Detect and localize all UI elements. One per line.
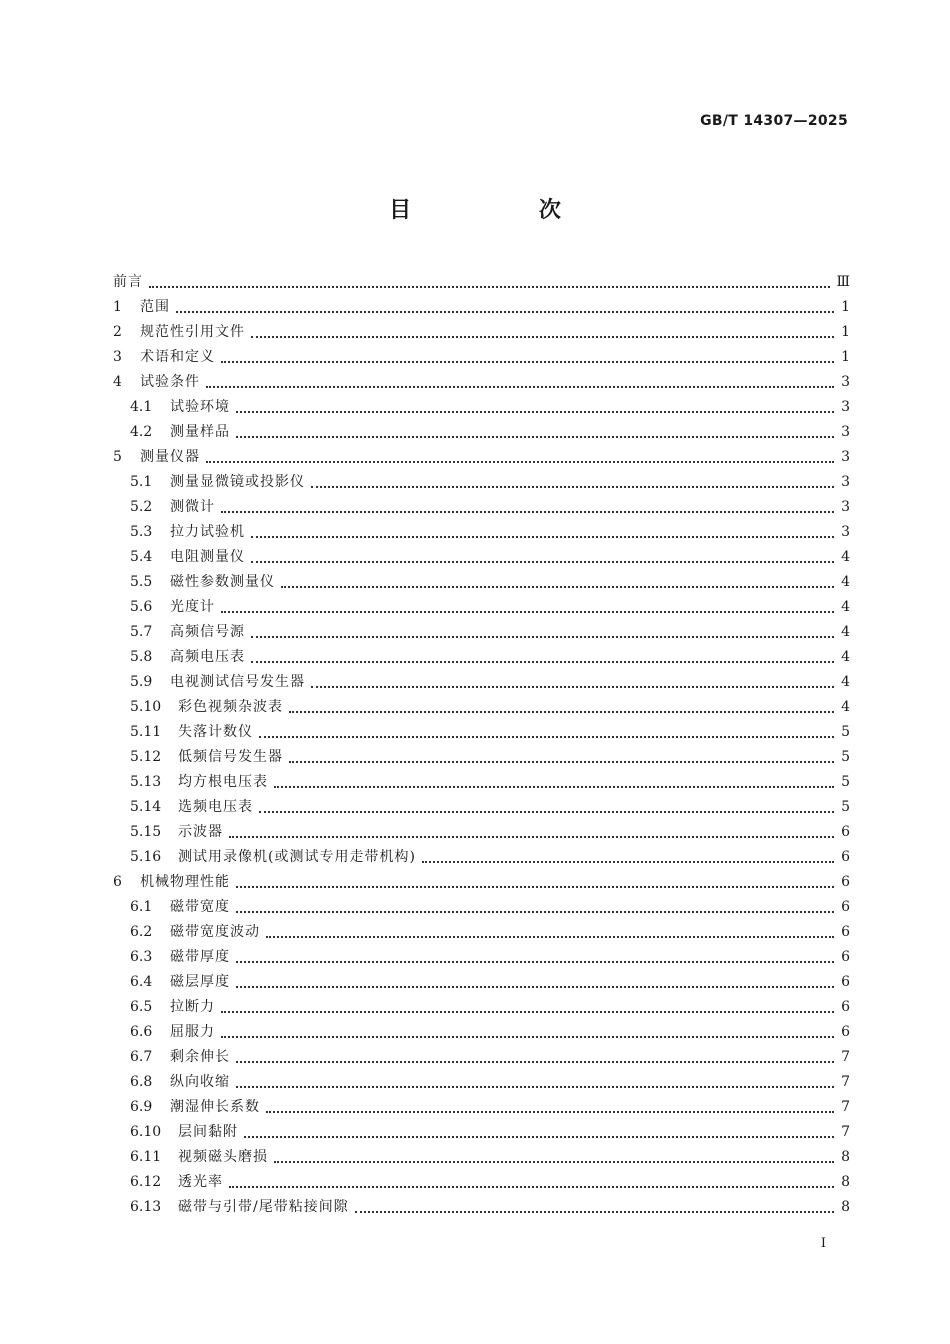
- toc-entry-number: 5.3: [130, 524, 153, 540]
- toc-entry-page: 4: [841, 599, 850, 615]
- toc-leader-dots: [281, 586, 834, 588]
- toc-entry-number: 5.13: [130, 774, 162, 790]
- toc-entry-label: 术语和定义: [140, 349, 215, 365]
- toc-leader-dots: [266, 936, 834, 938]
- toc-leader-dots: [149, 286, 830, 288]
- toc-entry-page: 5: [841, 799, 850, 815]
- toc-entry-page: 3: [841, 374, 850, 390]
- toc-entry-page: 1: [841, 324, 850, 340]
- toc-entry[interactable]: [113, 1145, 850, 1170]
- toc-entry-page: 7: [841, 1099, 850, 1115]
- toc-entry-page: Ⅲ: [836, 274, 850, 290]
- toc-entry-page: 4: [841, 549, 850, 565]
- toc-entry[interactable]: [113, 1120, 850, 1145]
- toc-entry-number: 4.1: [130, 399, 153, 415]
- toc-entry-number: 2: [113, 324, 122, 340]
- toc-entry-label: 电视测试信号发生器: [170, 674, 305, 690]
- toc-leader-dots: [422, 861, 834, 863]
- toc-entry-page: 3: [841, 474, 850, 490]
- toc-leader-dots: [236, 411, 834, 413]
- toc-entry[interactable]: [113, 320, 850, 345]
- toc-entry[interactable]: [113, 795, 850, 820]
- toc-leader-dots: [229, 1186, 834, 1188]
- toc-entry-label: 测量仪器: [140, 449, 200, 465]
- toc-leader-dots: [221, 361, 834, 363]
- toc-entry-page: 6: [841, 1024, 850, 1040]
- toc-entry-page: 3: [841, 499, 850, 515]
- toc-leader-dots: [236, 886, 834, 888]
- toc-leader-dots: [236, 1061, 834, 1063]
- toc-entry-label: 磁带宽度: [170, 899, 230, 915]
- toc-entry-number: 5.5: [130, 574, 153, 590]
- toc-entry-page: 3: [841, 524, 850, 540]
- toc-entry-number: 5.4: [130, 549, 153, 565]
- toc-entry-page: 6: [841, 849, 850, 865]
- toc-entry-label: 测量显微镜或投影仪: [170, 474, 305, 490]
- toc-leader-dots: [274, 1161, 834, 1163]
- toc-entry[interactable]: [113, 770, 850, 795]
- toc-entry-page: 6: [841, 824, 850, 840]
- toc-entry-number: 6.7: [130, 1049, 153, 1065]
- toc-entry[interactable]: [113, 1170, 850, 1195]
- toc-entry-number: 1: [113, 299, 122, 315]
- toc-entry[interactable]: [113, 445, 850, 470]
- toc-entry-label: 试验条件: [140, 374, 200, 390]
- toc-entry-label: 层间黏附: [178, 1124, 238, 1140]
- toc-leader-dots: [221, 511, 834, 513]
- toc-leader-dots: [236, 986, 834, 988]
- toc-leader-dots: [259, 736, 834, 738]
- toc-leader-dots: [206, 386, 834, 388]
- toc-entry-number: 6.11: [130, 1149, 162, 1165]
- toc-entry-label: 透光率: [178, 1174, 223, 1190]
- toc-entry-label: 示波器: [178, 824, 223, 840]
- toc-entry-page: 1: [841, 299, 850, 315]
- toc-entry-label: 高频信号源: [170, 624, 245, 640]
- toc-leader-dots: [221, 1036, 834, 1038]
- toc-leader-dots: [251, 561, 834, 563]
- toc-entry-page: 8: [841, 1149, 850, 1165]
- toc-entry-page: 4: [841, 674, 850, 690]
- toc-entry[interactable]: [113, 1095, 850, 1120]
- toc-entry-number: 5.2: [130, 499, 153, 515]
- toc-entry[interactable]: [113, 370, 850, 395]
- toc-entry-number: 4.2: [130, 424, 153, 440]
- toc-entry-label: 屈服力: [170, 1024, 215, 1040]
- toc-entry-number: 5.14: [130, 799, 162, 815]
- toc-entry[interactable]: [113, 645, 850, 670]
- toc-entry[interactable]: [113, 495, 850, 520]
- toc-entry-page: 6: [841, 949, 850, 965]
- toc-entry-label: 拉断力: [170, 999, 215, 1015]
- toc-leader-dots: [311, 686, 834, 688]
- toc-entry-page: 6: [841, 899, 850, 915]
- toc-entry-page: 4: [841, 699, 850, 715]
- toc-entry-page: 4: [841, 624, 850, 640]
- toc-entry[interactable]: [113, 920, 850, 945]
- toc-leader-dots: [206, 461, 834, 463]
- toc-entry-label: 磁层厚度: [170, 974, 230, 990]
- toc-entry-page: 6: [841, 999, 850, 1015]
- toc-entry[interactable]: [113, 720, 850, 745]
- toc-entry-label: 电阻测量仪: [170, 549, 245, 565]
- toc-entry[interactable]: [113, 695, 850, 720]
- toc-entry-label: 潮湿伸长系数: [170, 1099, 260, 1115]
- toc-entry-number: 5.16: [130, 849, 162, 865]
- toc-entry[interactable]: [113, 295, 850, 320]
- toc-entry-number: 5.11: [130, 724, 162, 740]
- toc-entry-number: 6.1: [130, 899, 153, 915]
- toc-entry[interactable]: [113, 1045, 850, 1070]
- toc-entry-page: 3: [841, 399, 850, 415]
- toc-entry-label: 高频电压表: [170, 649, 245, 665]
- toc-entry-page: 4: [841, 649, 850, 665]
- toc-entry-number: 5: [113, 449, 122, 465]
- toc-entry-label: 选频电压表: [178, 799, 253, 815]
- standard-code: GB/T 14307—2025: [700, 113, 848, 129]
- toc-leader-dots: [266, 1111, 834, 1113]
- toc-entry[interactable]: [113, 395, 850, 420]
- toc-leader-dots: [221, 611, 834, 613]
- toc-entry[interactable]: [113, 845, 850, 870]
- toc-entry[interactable]: [113, 995, 850, 1020]
- toc-entry-label: 失落计数仪: [178, 724, 253, 740]
- toc-entry[interactable]: [113, 545, 850, 570]
- toc-leader-dots: [274, 786, 834, 788]
- toc-entry[interactable]: [113, 345, 850, 370]
- toc-entry-label: 视频磁头磨损: [178, 1149, 268, 1165]
- toc-entry-label: 范围: [140, 299, 170, 315]
- toc-entry-label: 磁带宽度波动: [170, 924, 260, 940]
- toc-entry-number: 6.13: [130, 1199, 162, 1215]
- toc-entry-number: 4: [113, 374, 122, 390]
- toc-entry-page: 6: [841, 924, 850, 940]
- toc-entry[interactable]: [113, 945, 850, 970]
- toc-entry[interactable]: [113, 1195, 850, 1220]
- toc-entry-number: 3: [113, 349, 122, 365]
- toc-entry-number: 5.1: [130, 474, 153, 490]
- toc-entry[interactable]: [113, 570, 850, 595]
- toc-entry[interactable]: [113, 820, 850, 845]
- toc-leader-dots: [289, 761, 834, 763]
- toc-entry-page: 3: [841, 424, 850, 440]
- toc-leader-dots: [236, 961, 834, 963]
- toc-entry-label: 测量样品: [170, 424, 230, 440]
- toc-entry[interactable]: [113, 745, 850, 770]
- toc-entry-label: 磁性参数测量仪: [170, 574, 275, 590]
- toc-entry-number: 6.10: [130, 1124, 162, 1140]
- toc-entry[interactable]: [113, 895, 850, 920]
- toc-entry-number: 6.5: [130, 999, 153, 1015]
- toc-entry-number: 5.12: [130, 749, 162, 765]
- toc-entry-label: 纵向收缩: [170, 1074, 230, 1090]
- toc-entry-page: 8: [841, 1174, 850, 1190]
- toc-leader-dots: [259, 811, 834, 813]
- toc-leader-dots: [244, 1136, 834, 1138]
- toc-entry[interactable]: [113, 270, 850, 295]
- toc-leader-dots: [251, 636, 834, 638]
- toc-entry-label: 磁带厚度: [170, 949, 230, 965]
- toc-leader-dots: [236, 1086, 834, 1088]
- toc-entry-page: 7: [841, 1124, 850, 1140]
- toc-entry-number: 6.9: [130, 1099, 153, 1115]
- toc-entry-label: 拉力试验机: [170, 524, 245, 540]
- toc-entry-label: 前言: [113, 274, 143, 290]
- toc-leader-dots: [236, 911, 834, 913]
- toc-entry-number: 5.10: [130, 699, 162, 715]
- toc-entry-number: 6.2: [130, 924, 153, 940]
- toc-entry-page: 8: [841, 1199, 850, 1215]
- toc-entry-page: 7: [841, 1049, 850, 1065]
- toc-entry[interactable]: [113, 595, 850, 620]
- toc-entry[interactable]: [113, 420, 850, 445]
- toc-leader-dots: [251, 336, 834, 338]
- toc-entry-label: 试验环境: [170, 399, 230, 415]
- toc-entry-page: 5: [841, 724, 850, 740]
- toc-entry-number: 6.6: [130, 1024, 153, 1040]
- toc-entry-page: 6: [841, 974, 850, 990]
- toc-entry-label: 磁带与引带/尾带粘接间隙: [178, 1199, 349, 1215]
- toc-entry-page: 1: [841, 349, 850, 365]
- toc-entry-number: 6.8: [130, 1074, 153, 1090]
- toc-entry[interactable]: [113, 470, 850, 495]
- toc-entry-label: 测微计: [170, 499, 215, 515]
- toc-entry-label: 剩余伸长: [170, 1049, 230, 1065]
- toc-entry-number: 6.12: [130, 1174, 162, 1190]
- toc-leader-dots: [289, 711, 834, 713]
- toc-entry[interactable]: [113, 1020, 850, 1045]
- toc-entry-number: 5.8: [130, 649, 153, 665]
- toc-entry-label: 低频信号发生器: [178, 749, 283, 765]
- page-number: I: [820, 1236, 826, 1251]
- toc-entry[interactable]: [113, 520, 850, 545]
- toc-entry[interactable]: [113, 1070, 850, 1095]
- toc-leader-dots: [221, 1011, 834, 1013]
- toc-leader-dots: [251, 661, 834, 663]
- toc-entry[interactable]: [113, 870, 850, 895]
- toc-entry-number: 6.3: [130, 949, 153, 965]
- toc-leader-dots: [311, 486, 834, 488]
- toc-entry-page: 5: [841, 749, 850, 765]
- toc-entry-page: 7: [841, 1074, 850, 1090]
- toc-leader-dots: [236, 436, 834, 438]
- toc-entry[interactable]: [113, 670, 850, 695]
- toc-entry-number: 5.7: [130, 624, 153, 640]
- page-title: 目 次: [389, 198, 621, 223]
- toc-entry-label: 机械物理性能: [140, 874, 230, 890]
- toc-entry-number: 5.9: [130, 674, 153, 690]
- toc-entry-label: 规范性引用文件: [140, 324, 245, 340]
- toc-entry-page: 6: [841, 874, 850, 890]
- toc-entry-label: 光度计: [170, 599, 215, 615]
- toc-entry-number: 6: [113, 874, 122, 890]
- toc-entry-number: 6.4: [130, 974, 153, 990]
- toc-entry-page: 4: [841, 574, 850, 590]
- toc-entry-number: 5.6: [130, 599, 153, 615]
- toc-leader-dots: [251, 536, 834, 538]
- toc-entry-label: 均方根电压表: [178, 774, 268, 790]
- toc-entry-label: 彩色视频杂波表: [178, 699, 283, 715]
- toc-entry[interactable]: [113, 620, 850, 645]
- table-of-contents: [113, 270, 850, 1220]
- toc-entry-number: 5.15: [130, 824, 162, 840]
- toc-entry-label: 测试用录像机(或测试专用走带机构): [178, 849, 416, 865]
- toc-entry-page: 3: [841, 449, 850, 465]
- toc-leader-dots: [176, 311, 834, 313]
- toc-leader-dots: [355, 1211, 834, 1213]
- toc-entry-page: 5: [841, 774, 850, 790]
- toc-entry[interactable]: [113, 970, 850, 995]
- toc-leader-dots: [229, 836, 834, 838]
